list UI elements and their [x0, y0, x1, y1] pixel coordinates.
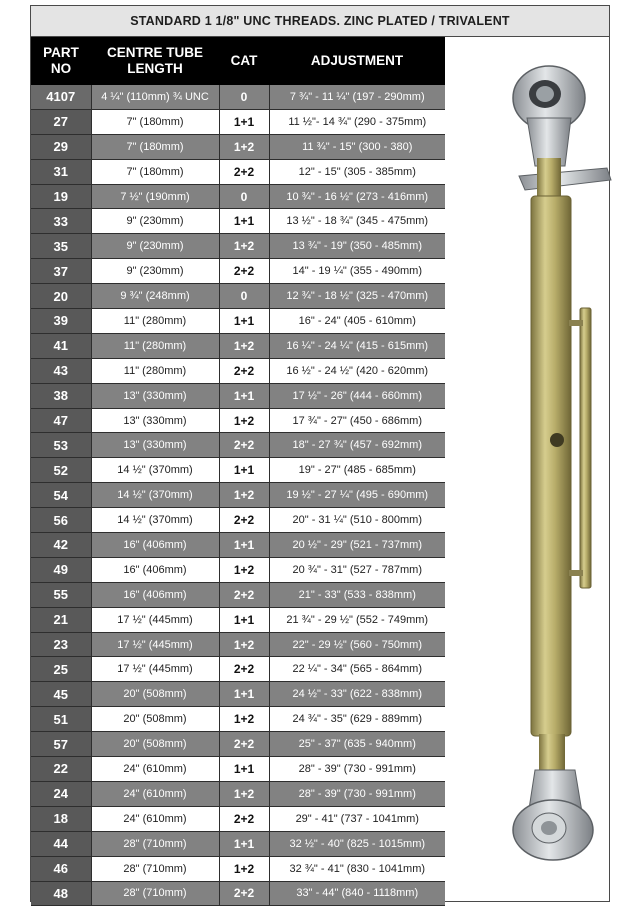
centre-tube-length-cell: 17 ½" (445mm) — [91, 657, 219, 682]
cat-cell: 2+2 — [219, 881, 269, 906]
centre-tube-length-cell: 14 ½" (370mm) — [91, 458, 219, 483]
centre-tube-length-cell: 28" (710mm) — [91, 881, 219, 906]
adjustment-cell: 22" - 29 ½" (560 - 750mm) — [269, 632, 445, 657]
top-link-spec-table — [31, 37, 445, 906]
part-no-cell: 42 — [31, 533, 91, 558]
centre-tube-length-cell: 9" (230mm) — [91, 209, 219, 234]
centre-tube-length-cell: 7" (180mm) — [91, 109, 219, 134]
part-no-cell: 51 — [31, 707, 91, 732]
table-row — [31, 533, 445, 558]
part-no-cell: 56 — [31, 508, 91, 533]
part-no-cell: 25 — [31, 657, 91, 682]
centre-tube-length-cell: 14 ½" (370mm) — [91, 483, 219, 508]
adjustment-cell: 16" - 24" (405 - 610mm) — [269, 309, 445, 334]
centre-tube-length-cell: 11" (280mm) — [91, 333, 219, 358]
part-no-cell: 52 — [31, 458, 91, 483]
table-row — [31, 309, 445, 334]
cat-cell: 1+2 — [219, 333, 269, 358]
table-row — [31, 508, 445, 533]
table-row — [31, 333, 445, 358]
adjustment-cell: 24 ½" - 33" (622 - 838mm) — [269, 682, 445, 707]
part-no-cell: 24 — [31, 781, 91, 806]
table-row — [31, 134, 445, 159]
cat-cell: 1+1 — [219, 682, 269, 707]
adjustment-cell: 16 ½" - 24 ½" (420 - 620mm) — [269, 358, 445, 383]
centre-tube-length-cell: 16" (406mm) — [91, 582, 219, 607]
centre-tube-length-cell: 9 ¾" (248mm) — [91, 284, 219, 309]
catalog-sheet — [30, 5, 610, 902]
part-no-cell: 57 — [31, 732, 91, 757]
table-row — [31, 284, 445, 309]
adjustment-cell: 24 ¾" - 35" (629 - 889mm) — [269, 707, 445, 732]
centre-tube-length-cell: 16" (406mm) — [91, 557, 219, 582]
centre-tube-length-cell: 24" (610mm) — [91, 806, 219, 831]
part-no-cell: 44 — [31, 831, 91, 856]
centre-tube-length-cell: 24" (610mm) — [91, 757, 219, 782]
table-row — [31, 632, 445, 657]
cat-cell: 2+2 — [219, 806, 269, 831]
adjustment-cell: 29" - 41" (737 - 1041mm) — [269, 806, 445, 831]
centre-tube-length-cell: 13" (330mm) — [91, 433, 219, 458]
cat-cell: 1+2 — [219, 707, 269, 732]
adjustment-cell: 21 ¾" - 29 ½" (552 - 749mm) — [269, 607, 445, 632]
part-no-cell: 54 — [31, 483, 91, 508]
table-row — [31, 458, 445, 483]
sheet-title: STANDARD 1 1/8" UNC THREADS. ZINC PLATED / TRIVALENT — [31, 6, 609, 37]
cat-cell: 2+2 — [219, 657, 269, 682]
centre-tube-length-cell: 4 ¼" (110mm) ¾ UNC — [91, 85, 219, 109]
centre-tube-length-cell: 14 ½" (370mm) — [91, 508, 219, 533]
cat-cell: 2+2 — [219, 582, 269, 607]
centre-tube-length-cell: 17 ½" (445mm) — [91, 607, 219, 632]
cat-cell: 0 — [219, 284, 269, 309]
table-row — [31, 582, 445, 607]
cat-cell: 1+1 — [219, 757, 269, 782]
cat-cell: 1+1 — [219, 533, 269, 558]
cat-cell: 1+1 — [219, 383, 269, 408]
cat-cell: 2+2 — [219, 732, 269, 757]
cat-cell: 1+1 — [219, 607, 269, 632]
cat-cell: 1+1 — [219, 831, 269, 856]
adjustment-cell: 13 ¾" - 19" (350 - 485mm) — [269, 234, 445, 259]
part-no-cell: 29 — [31, 134, 91, 159]
part-no-cell: 43 — [31, 358, 91, 383]
cat-cell: 1+1 — [219, 209, 269, 234]
table-row — [31, 881, 445, 906]
centre-tube-length-cell: 9" (230mm) — [91, 259, 219, 284]
part-no-cell: 55 — [31, 582, 91, 607]
table-row — [31, 607, 445, 632]
centre-tube-length-cell: 20" (508mm) — [91, 682, 219, 707]
adjustment-cell: 21" - 33" (533 - 838mm) — [269, 582, 445, 607]
adjustment-cell: 19" - 27" (485 - 685mm) — [269, 458, 445, 483]
centre-tube-length-cell: 7" (180mm) — [91, 159, 219, 184]
table-row — [31, 707, 445, 732]
part-no-cell: 46 — [31, 856, 91, 881]
part-no-cell: 23 — [31, 632, 91, 657]
cat-cell: 1+2 — [219, 234, 269, 259]
cat-cell: 2+2 — [219, 433, 269, 458]
cat-cell: 1+2 — [219, 134, 269, 159]
part-no-cell: 21 — [31, 607, 91, 632]
adjustment-cell: 18" - 27 ¾" (457 - 692mm) — [269, 433, 445, 458]
part-no-cell: 38 — [31, 383, 91, 408]
table-row — [31, 757, 445, 782]
cat-cell: 1+1 — [219, 109, 269, 134]
table-row — [31, 358, 445, 383]
table-row — [31, 259, 445, 284]
adjustment-cell: 33" - 44" (840 - 1118mm) — [269, 881, 445, 906]
table-row — [31, 682, 445, 707]
adjustment-cell: 7 ¾" - 11 ¼" (197 - 290mm) — [269, 85, 445, 109]
adjustment-cell: 32 ¾" - 41" (830 - 1041mm) — [269, 856, 445, 881]
cat-cell: 0 — [219, 85, 269, 109]
part-no-cell: 45 — [31, 682, 91, 707]
centre-tube-length-cell: 20" (508mm) — [91, 732, 219, 757]
adjustment-cell: 12 ¾" - 18 ½" (325 - 470mm) — [269, 284, 445, 309]
part-no-cell: 53 — [31, 433, 91, 458]
table-row — [31, 184, 445, 209]
centre-tube-length-cell: 11" (280mm) — [91, 358, 219, 383]
table-row — [31, 383, 445, 408]
col-header-centre-tube-length: CENTRE TUBE LENGTH — [91, 37, 219, 85]
adjustment-cell: 20 ½" - 29" (521 - 737mm) — [269, 533, 445, 558]
table-row — [31, 209, 445, 234]
adjustment-cell: 17 ½" - 26" (444 - 660mm) — [269, 383, 445, 408]
table-row — [31, 856, 445, 881]
table-row — [31, 557, 445, 582]
adjustment-cell: 14" - 19 ¼" (355 - 490mm) — [269, 259, 445, 284]
adjustment-cell: 17 ¾" - 27" (450 - 686mm) — [269, 408, 445, 433]
cat-cell: 1+2 — [219, 557, 269, 582]
cat-cell: 2+2 — [219, 259, 269, 284]
table-row — [31, 483, 445, 508]
col-header-part-no: PART NO — [31, 37, 91, 85]
cat-cell: 2+2 — [219, 358, 269, 383]
centre-tube-length-cell: 9" (230mm) — [91, 234, 219, 259]
part-no-cell: 31 — [31, 159, 91, 184]
part-no-cell: 47 — [31, 408, 91, 433]
adjustment-cell: 13 ½" - 18 ¾" (345 - 475mm) — [269, 209, 445, 234]
table-row — [31, 831, 445, 856]
adjustment-cell: 28" - 39" (730 - 991mm) — [269, 781, 445, 806]
part-no-cell: 48 — [31, 881, 91, 906]
table-row — [31, 657, 445, 682]
table-header-row — [31, 37, 445, 85]
cat-cell: 1+2 — [219, 408, 269, 433]
cat-cell: 1+2 — [219, 781, 269, 806]
part-no-cell: 35 — [31, 234, 91, 259]
part-no-cell: 19 — [31, 184, 91, 209]
part-no-cell: 27 — [31, 109, 91, 134]
adjustment-cell: 11 ½"- 14 ¾" (290 - 375mm) — [269, 109, 445, 134]
adjustment-cell: 16 ¼" - 24 ¼" (415 - 615mm) — [269, 333, 445, 358]
adjustment-cell: 25" - 37" (635 - 940mm) — [269, 732, 445, 757]
table-row — [31, 433, 445, 458]
centre-tube-length-cell: 17 ½" (445mm) — [91, 632, 219, 657]
part-no-cell: 20 — [31, 284, 91, 309]
cat-cell: 2+2 — [219, 508, 269, 533]
cat-cell: 1+2 — [219, 483, 269, 508]
table-row — [31, 806, 445, 831]
table-row — [31, 85, 445, 109]
adjustment-cell: 22 ¼" - 34" (565 - 864mm) — [269, 657, 445, 682]
part-no-cell: 49 — [31, 557, 91, 582]
part-no-cell: 41 — [31, 333, 91, 358]
cat-cell: 1+1 — [219, 309, 269, 334]
centre-tube-length-cell: 28" (710mm) — [91, 831, 219, 856]
adjustment-cell: 10 ¾" - 16 ½" (273 - 416mm) — [269, 184, 445, 209]
centre-tube-length-cell: 7" (180mm) — [91, 134, 219, 159]
centre-tube-length-cell: 16" (406mm) — [91, 533, 219, 558]
col-header-adjustment: ADJUSTMENT — [269, 37, 445, 85]
part-no-cell: 4107 — [31, 85, 91, 109]
centre-tube-length-cell: 13" (330mm) — [91, 408, 219, 433]
table-body — [31, 85, 445, 906]
adjustment-cell: 28" - 39" (730 - 991mm) — [269, 757, 445, 782]
table-row — [31, 109, 445, 134]
table-row — [31, 408, 445, 433]
part-no-cell: 39 — [31, 309, 91, 334]
adjustment-cell: 20" - 31 ¼" (510 - 800mm) — [269, 508, 445, 533]
cat-cell: 1+1 — [219, 458, 269, 483]
adjustment-cell: 32 ½" - 40" (825 - 1015mm) — [269, 831, 445, 856]
adjustment-cell: 11 ¾" - 15" (300 - 380) — [269, 134, 445, 159]
centre-tube-length-cell: 20" (508mm) — [91, 707, 219, 732]
part-no-cell: 22 — [31, 757, 91, 782]
table-row — [31, 159, 445, 184]
adjustment-cell: 12" - 15" (305 - 385mm) — [269, 159, 445, 184]
centre-tube-length-cell: 11" (280mm) — [91, 309, 219, 334]
centre-tube-length-cell: 28" (710mm) — [91, 856, 219, 881]
centre-tube-length-cell: 7 ½" (190mm) — [91, 184, 219, 209]
centre-tube-length-cell: 24" (610mm) — [91, 781, 219, 806]
table-row — [31, 732, 445, 757]
centre-tube-length-cell: 13" (330mm) — [91, 383, 219, 408]
cat-cell: 0 — [219, 184, 269, 209]
col-header-cat: CAT — [219, 37, 269, 85]
adjustment-cell: 19 ½" - 27 ¼" (495 - 690mm) — [269, 483, 445, 508]
cat-cell: 2+2 — [219, 159, 269, 184]
cat-cell: 1+2 — [219, 632, 269, 657]
part-no-cell: 33 — [31, 209, 91, 234]
table-row — [31, 234, 445, 259]
part-no-cell: 37 — [31, 259, 91, 284]
adjustment-cell: 20 ¾" - 31" (527 - 787mm) — [269, 557, 445, 582]
part-no-cell: 18 — [31, 806, 91, 831]
cat-cell: 1+2 — [219, 856, 269, 881]
table-row — [31, 781, 445, 806]
top-link-photo — [479, 58, 639, 868]
